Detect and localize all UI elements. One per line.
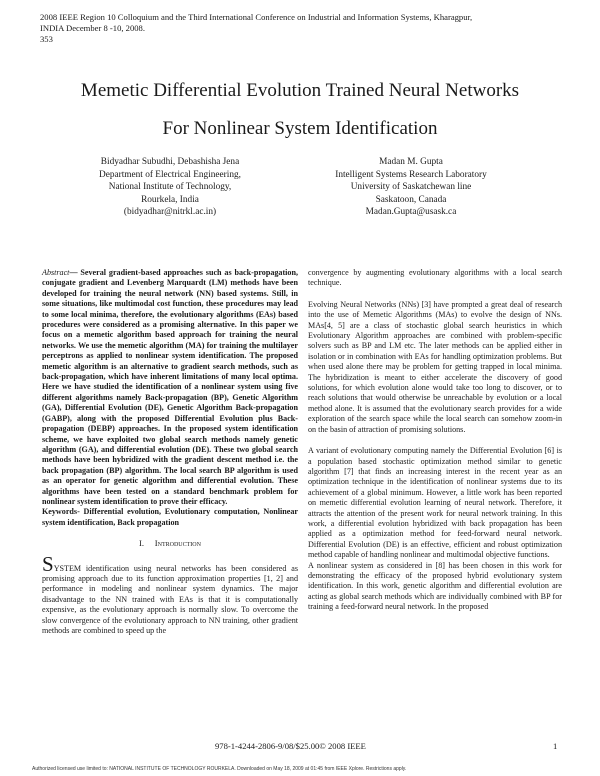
- author-city: Rourkela, India: [141, 194, 199, 205]
- author-names: Madan M. Gupta: [379, 157, 443, 167]
- drop-cap: S: [42, 551, 54, 576]
- section-heading-introduction: [42, 538, 298, 548]
- author-department: Department of Electrical Engineering,: [99, 169, 241, 180]
- header-line-2: INDIA December 8 -10, 2008.: [40, 23, 146, 33]
- keywords: Keywords- Differential evolution, Evolutionary computation, Nonlinear system identification, Back propagation: [42, 507, 298, 527]
- author-email: Madan.Gupta@usask.ca: [365, 207, 457, 217]
- author-institute: University of Saskatchewan line: [350, 182, 472, 192]
- paragraph-gap: [308, 289, 562, 300]
- abstract-paragraph: [42, 268, 298, 507]
- header-page-number: 353: [40, 34, 53, 44]
- right-column: [308, 268, 562, 613]
- author-names: Bidyadhar Subudhi, Debashisha Jena: [100, 157, 240, 167]
- right-paragraph-4: A nonlinear system as considered in [8] has been chosen in this work for demonstrating the efficacy of the proposed hybrid evolutionary system identification. In this work, genetic algorithm and differential evolution are acting as global search methods which are individually combined with BP for training a feed-forward neural network. In the proposed: [308, 560, 562, 612]
- authorized-use-notice: Authorized licensed use limited to: NATIONAL INSTITUTE OF TECHNOLOGY ROURKELA. Downloaded on May 18, 2009 at 01:45 from IEEE Xplore. Restrictions apply.: [32, 766, 407, 772]
- paper-title-line-1: Memetic Differential Evolution Trained Neural Networks: [80, 80, 520, 101]
- right-paragraph-3: A variant of evolutionary computing namely the Differential Evolution [6] is a population based stochastic optimization method similar to genetic algorithm [7] that finds an increasing interest in the recent year as an optimization technique in the identification of nonlinear systems due to its achievement of a global minimum. However, a little work has been reported on memetic differential evolution learning of neural network. Therefore, it attracts the attention of the present work for neural network training. In this work, a differential evolution hybridized with back propagation has been applied as a optimization method for feed-forward neural network. Differential Evolution (DE) is an effective, efficient and robust optimization method capable of handling nonlinear and multimodal objective functions.: [308, 446, 562, 560]
- footer-isbn: 978-1-4244-2806-9/08/$25.00© 2008 IEEE: [215, 741, 366, 751]
- left-column: [42, 268, 298, 636]
- author-email: (bidyadhar@nitrkl.ac.in): [123, 207, 217, 217]
- author-city: Saskatoon, Canada: [375, 194, 447, 205]
- author-department: Intelligent Systems Research Laboratory: [335, 169, 487, 180]
- header-line-1: 2008 IEEE Region 10 Colloquium and the Third International Conference on Industrial and Information Systems, Kharagpur,: [40, 12, 473, 22]
- conference-header: [40, 12, 580, 45]
- footer-page-number: 1: [553, 741, 558, 751]
- section-title: Introduction: [154, 538, 201, 549]
- introduction-text: identification using neural networks has been considered as promising approach due to its function approximation properties [1, 2] and performance in modeling and nonlinear system dynamics. The major disadvantage to the NN trained with EAs is that it is computationally expensive, as the evolutionary approach is normally slow. To overcome the slow convergence of the evolutionary approach to NN training, other gradient methods are combined to speed up the: [42, 563, 298, 635]
- introduction-paragraph-1: [42, 551, 298, 637]
- abstract-label: Abstract: [42, 268, 70, 277]
- author-block-right: [326, 156, 496, 219]
- author-block-left: [90, 156, 250, 219]
- paragraph-gap: [308, 435, 562, 446]
- section-number: I.: [139, 538, 145, 549]
- author-institute: National Institute of Technology,: [108, 182, 232, 192]
- drop-cap-continuation: YSTEM: [53, 563, 82, 573]
- right-paragraph-1: convergence by augmenting evolutionary algorithms with a local search technique.: [308, 268, 562, 288]
- right-paragraph-2: Evolving Neural Networks (NNs) [3] have prompted a great deal of research into the use of Memetic Algorithms (MAs) to evolve the design of NNs. MAs[4, 5] are a class of stochastic global search heuristics in which Evolutionary Algorithm approaches are combined with problem-specific solvers such as BP and LM etc. The later methods can be applied either in isolation or in combination with EAs for handling optimization problems. But when used alone there may be problem for getting trapped in local minima. The hybridization is meant to either accelerate the discovery of good solutions, for which evolution alone would take too long to discover, or to reach solutions that would otherwise be unreachable by evolution or a local method alone. It is assumed that the evolutionary search provides for a wide exploration of the search space while the local search can somehow zoom-in on the basin of attraction of promising solutions.: [308, 299, 562, 434]
- paper-title-line-2: For Nonlinear System Identification: [162, 118, 438, 139]
- abstract-text: — Several gradient-based approaches such as back-propagation, conjugate gradient and Levenberg Marquardt (LM) methods have been developed for training the neural network (NN) based systems. Still, in some situations, like multimodal cost function, these procedures may lead to some local minima, therefore, the evolutionary algorithms (EAs) based procedures were considered as a promising alternative. In this paper we focus on a memetic algorithm based approach for training the neural networks. We use the memetic algorithm (MA) for training the multilayer perceptrons as applied to nonlinear system identification. The proposed memetic algorithm is an alternative to gradient search methods, such as back-propagation, which have inherent limitations of many local optima. Here we have studied the identification of a nonlinear system using five different algorithms namely Back-propagation (BP), Genetic Algorithm (GA), Differential Evolution (DE), Genetic Algorithm Back-propagation (GABP), along with the proposed Differential Evolution plus Back-propagation (DEBP) approaches. In the proposed system identification scheme, we have exploited two global search methods namely genetic algorithm (GA), and differential evolution (DE). These two global search methods have been hybridized with the gradient descent method i.e. the back propagation (BP) algorithm. The local search BP algorithm is used as an operator for genetic algorithm and differential evolution. These algorithms have been tested on a standard benchmark problem for nonlinear system identification to prove their efficacy.: [42, 268, 298, 506]
